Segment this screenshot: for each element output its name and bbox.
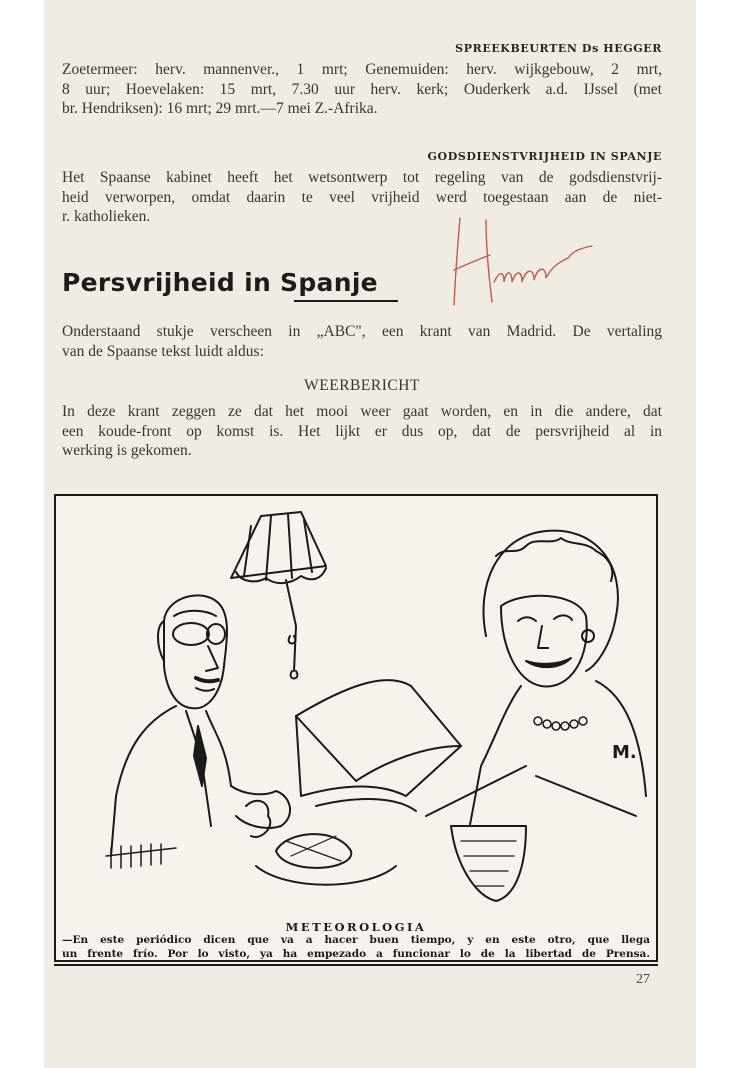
- text-line: heid verworpen, omdat daarin te veel vrijheid werd toegestaan aan de niet-: [62, 188, 662, 206]
- caption-line: un frente frío. Por lo visto, ya ha empezado a funcionar lo de la libertad de Prensa.: [62, 948, 650, 960]
- section-heading-spreekbeurten: SPREEKBEURTEN Ds HEGGER: [455, 42, 662, 55]
- text-line: een koude-front op komst is. Het lijkt er dus op, dat de persvrijheid al in: [62, 422, 662, 440]
- caption-text: [62, 933, 650, 961]
- article-title: Persvrijheid in Spanje: [62, 268, 378, 297]
- text-line: In deze krant zeggen ze dat het mooi weer gaat worden, en in die andere, dat: [62, 403, 662, 420]
- text-line: van de Spaanse tekst luidt aldus:: [62, 342, 264, 360]
- article-body: [62, 402, 662, 461]
- text-line: 8 uur; Hoevelaken: 15 mrt, 7.30 uur herv. kerk; Ouderkerk a.d. IJssel (met: [62, 80, 662, 98]
- caption-line: —En este periódico dicen que va a hacer buen tiempo, y en este otro, que llega: [62, 934, 650, 946]
- text-line: Onderstaand stukje verscheen in „ABC", een krant van Madrid. De vertaling: [62, 323, 662, 340]
- text-line: br. Hendriksen): 16 mrt; 29 mrt.—7 mei Z.-Afrika.: [62, 100, 378, 117]
- article-intro: [62, 322, 662, 361]
- text-line: werking is gekomen.: [62, 442, 192, 459]
- title-underline: [294, 300, 398, 302]
- text-line: r. katholieken.: [62, 208, 151, 225]
- artist-mark: M.: [612, 742, 637, 763]
- caption-title: METEOROLOGIA: [285, 920, 427, 934]
- handwritten-signature: [442, 210, 612, 320]
- caption-rule: [54, 964, 658, 966]
- page-number: 27: [636, 972, 650, 987]
- section-heading-godsdienstvrijheid: GODSDIENSTVRIJHEID IN SPANJE: [427, 150, 662, 163]
- text-line: Zoetermeer: herv. mannenver., 1 mrt; Genemuiden: herv. wijkgebouw, 2 mrt,: [62, 61, 662, 78]
- cartoon-frame: [54, 494, 658, 962]
- weather-title: WEERBERICHT: [304, 377, 420, 394]
- cartoon-illustration: [56, 496, 656, 916]
- spreekbeurten-text: [62, 60, 662, 119]
- text-line: Het Spaanse kabinet heeft het wetsontwerp tot regeling van de godsdienstvrij-: [62, 169, 662, 186]
